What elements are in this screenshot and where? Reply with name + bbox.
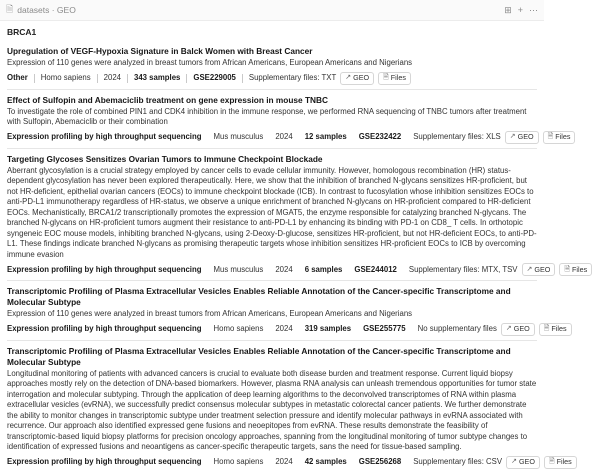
results-list <box>7 41 588 473</box>
result-organism: Homo sapiens <box>213 457 264 466</box>
result-samples: 319 samples <box>304 324 352 333</box>
result-organism: Homo sapiens <box>40 73 91 82</box>
result-type: Expression profiling by high throughput sequencing <box>7 457 202 466</box>
files-button[interactable] <box>543 131 576 144</box>
divider <box>127 74 128 83</box>
geo-label: GEO <box>518 457 535 466</box>
files-label: Files <box>551 324 567 333</box>
files-label: Files <box>556 457 572 466</box>
file-icon: 🗎 <box>564 265 571 273</box>
files-button[interactable] <box>378 72 411 85</box>
more-icon[interactable]: ⋯ <box>529 4 538 15</box>
result-type: Expression profiling by high throughput sequencing <box>7 132 202 141</box>
files-button[interactable] <box>544 456 577 469</box>
result-summary: To investigate the role of combined PIN1 and CDK4 inhibition in the immune response, we performed RNA sequencing of TNBC tumors after treatment with Sulfopin, Abemaciclib or their combination <box>7 106 527 126</box>
geo-label: GEO <box>513 324 530 333</box>
geo-button[interactable] <box>522 263 556 276</box>
result-organism: Mus musculus <box>213 264 264 274</box>
files-label: Files <box>390 73 406 82</box>
result-samples: 343 samples <box>134 73 181 82</box>
external-link-icon: ↗ <box>509 133 516 140</box>
result-supplementary: No supplementary files <box>417 324 497 333</box>
result-accession: GSE255775 <box>363 324 406 333</box>
geo-button[interactable] <box>340 72 374 85</box>
result-meta <box>7 323 567 336</box>
file-icon: 🗎 <box>547 133 554 140</box>
result-samples: 6 samples <box>304 264 343 274</box>
window-path: datasets · GEO <box>17 5 76 15</box>
files-button[interactable] <box>559 263 592 276</box>
result-summary: Expression of 110 genes were analyzed in breast tumors from African Americans, European Americans and Nigerians <box>7 58 413 67</box>
result-summary: Expression of 110 genes were analyzed in breast tumors from African Americans, European Americans and Nigerians <box>7 309 413 318</box>
result-samples: 12 samples <box>304 132 347 141</box>
result-item <box>7 340 572 473</box>
file-icon: 🗎 <box>548 458 555 465</box>
result-meta <box>7 263 588 276</box>
result-accession: GSE232422 <box>358 132 402 141</box>
result-summary: Longitudinal monitoring of patients with advanced cancers is crucial to evaluate both disease burden and treatment response. Current liquid biopsy approaches mostly rely on the detection of DNA-based biomarkers. However, plasma RNA analysis can unleash tremendous opportunities for tumor state interrogation and molecular subtyping. Through the application of deep learning algorithms to the deconvolved transcriptomes of RNA within plasma extracellular vesicles (evRNA), we successfully predict consensus molecular subtypes in metastatic colorectal cancer patients. We further demonstrate the ability to monitor changes in transcriptomic subtype under treatment selection pressure and identify molecular pathways in evRNA associated with recurrence. Our approach also identified expressed gene fusions and neoepitopes from evRNA. These results demonstrate the feasibility of transcriptomic-based liquid biopsy platforms for precision oncology approaches, spanning from the longitudinal monitoring of tumor subtype changes to identification of expressed fusions and neoantigens as cancer-specific therapeutic targets, sans the need for tissue-based sampling. <box>7 368 537 451</box>
result-item <box>7 41 537 89</box>
result-supplementary: Supplementary files: XLS <box>413 132 501 141</box>
result-supplementary: Supplementary files: CSV <box>413 457 503 466</box>
geo-label: GEO <box>517 132 534 141</box>
result-year: 2024 <box>103 73 121 82</box>
file-icon: 🗎 <box>543 325 550 332</box>
result-title[interactable]: Upregulation of VEGF-Hypoxia Signature in Balck Women with Breast Cancer <box>7 46 313 56</box>
result-accession: GSE229005 <box>193 73 236 82</box>
result-item <box>7 280 567 340</box>
files-label: Files <box>572 264 588 274</box>
external-link-icon: ↗ <box>505 325 512 332</box>
result-type: Expression profiling by high throughput sequencing <box>7 264 202 274</box>
result-year: 2024 <box>275 132 293 141</box>
files-label: Files <box>555 132 571 141</box>
search-query: BRCA1 <box>7 27 37 37</box>
divider <box>34 74 35 83</box>
result-meta <box>7 456 572 469</box>
result-meta <box>7 72 537 85</box>
result-title[interactable]: Transcriptomic Profiling of Plasma Extracellular Vesicles Enables Reliable Annotation of the Cancer-specific Transcriptome and Molecular Subtype <box>7 345 511 367</box>
geo-button[interactable] <box>505 131 539 144</box>
divider <box>242 74 243 83</box>
add-icon[interactable]: + <box>517 4 523 15</box>
result-supplementary: Supplementary files: TXT <box>248 73 337 82</box>
result-year: 2024 <box>275 324 293 333</box>
geo-button[interactable] <box>506 456 540 469</box>
title-bar <box>0 0 544 21</box>
result-year: 2024 <box>275 457 293 466</box>
result-organism: Homo sapiens <box>213 324 264 333</box>
result-summary: Aberrant glycosylation is a crucial strategy employed by cancer cells to evade cellular immunity. However, homologous recombination (HR) status-dependent glycosylation has never been explored therapeutically. Here, we show that the inhibition of branched N-glycans sensitizes HR-proficient, but not HR-deficient, epithelial ovarian cancers (EOCs) to immune checkpoint blockade (ICB). In contrast to fucosylation whose inhibition sensitizes EOCs to anti-PD-L1 immunotherapy regardless of HR-status, we observe a unique enrichment of branched N-glycans on HR-proficient compared to HR-deficient EOCs. Mechanistically, BRCA1/2 transcriptionally promotes the expression of MGAT5, the enzyme responsible for catalyzing branched N-glycans. The branched N-glycans on HR-proficient tumors augment their resistance to anti-PD-L1 by enhancing its binding with PD-1 on CD8_ T cells. In orthotopic syngeneic EOC mouse models, inhibiting branched N-glycans, using 2-Deoxy-D-glucose, sensitizes HR-proficient, but not HR-deficient EOCs, to anti-PD-L1. These findings indicate branched N-glycans as promising therapeutic targets whose inhibition sensitizes HR-proficient EOCs to ICB by overcoming immune evasion <box>7 165 537 259</box>
divider <box>186 74 187 83</box>
result-organism: Mus musculus <box>213 132 264 141</box>
result-item <box>7 89 571 148</box>
geo-label: GEO <box>353 73 370 82</box>
result-title[interactable]: Transcriptomic Profiling of Plasma Extracellular Vesicles Enables Reliable Annotation of the Cancer-specific Transcriptome and Molecular Subtype <box>7 286 511 307</box>
document-icon: 🗎 <box>6 4 14 14</box>
geo-label: GEO <box>534 264 551 274</box>
result-accession: GSE256268 <box>358 457 402 466</box>
result-accession: GSE244012 <box>354 264 397 274</box>
external-link-icon: ↗ <box>526 265 533 273</box>
file-icon: 🗎 <box>383 74 389 81</box>
result-supplementary: Supplementary files: MTX, TSV <box>408 264 518 274</box>
geo-button[interactable] <box>501 323 535 336</box>
result-samples: 42 samples <box>304 457 347 466</box>
result-title[interactable]: Effect of Sulfopin and Abemaciclib treatment on gene expression in mouse TNBC <box>7 94 329 105</box>
window-actions <box>504 5 538 16</box>
files-button[interactable] <box>539 323 572 336</box>
results-panel <box>0 21 588 473</box>
result-type: Other <box>7 73 28 82</box>
external-link-icon: ↗ <box>345 74 352 81</box>
result-type: Expression profiling by high throughput sequencing <box>7 324 202 333</box>
divider <box>97 74 98 83</box>
result-item <box>7 148 588 281</box>
result-year: 2024 <box>275 264 293 274</box>
result-meta <box>7 131 571 144</box>
add-panel-icon[interactable]: ⊞ <box>504 4 512 15</box>
external-link-icon: ↗ <box>511 458 517 465</box>
result-title[interactable]: Targeting Glycoses Sensitizes Ovarian Tumors to Immune Checkpoint Blockade <box>7 153 323 164</box>
